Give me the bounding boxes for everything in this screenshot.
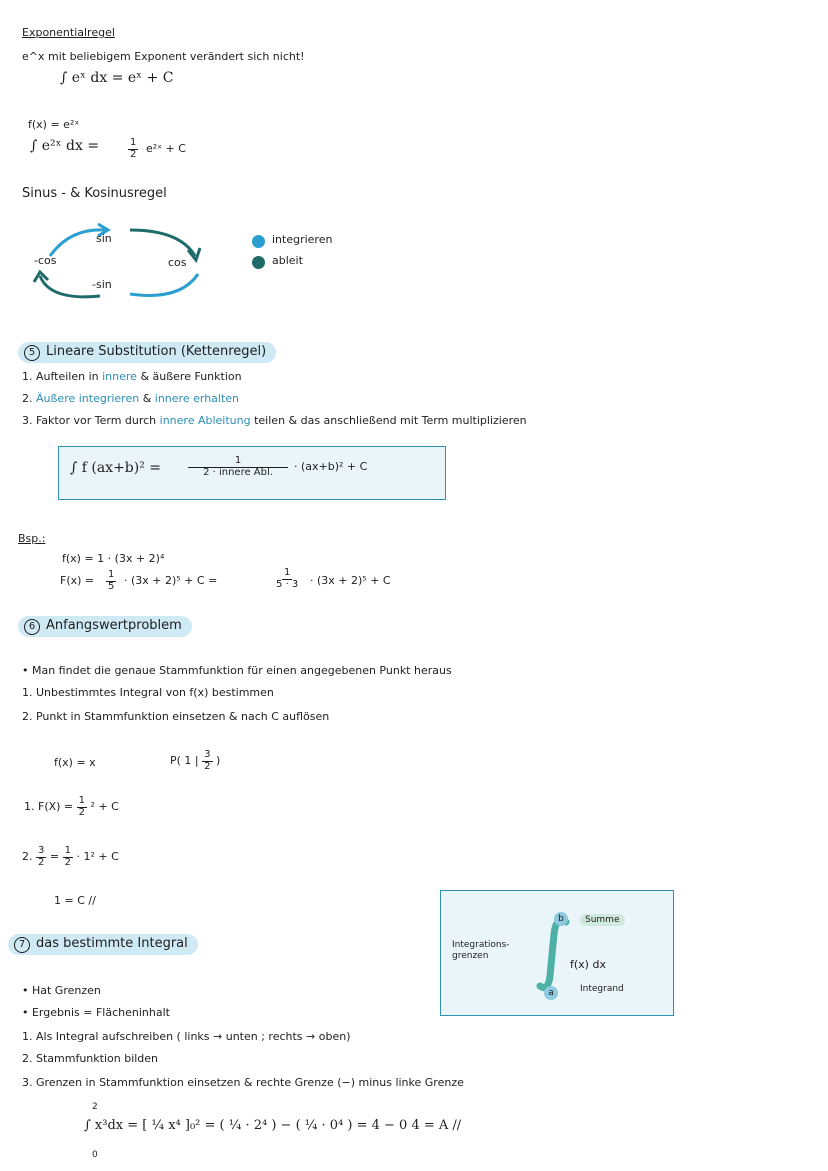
sec6-solve2 <box>22 846 119 868</box>
ex-F-mid: · (3x + 2)⁵ + C = <box>124 574 218 587</box>
sec5-number: 5 <box>24 345 40 361</box>
bsp-label: Bsp.: <box>18 532 46 545</box>
text: · 1² + C <box>76 850 119 863</box>
sec6-title: Anfangswertproblem <box>46 618 182 633</box>
frac-den: 5 · 3 <box>276 578 299 590</box>
text-inner: innere Ableitung <box>159 414 251 427</box>
sec5-formula-frac <box>190 456 286 478</box>
example-upper-limit: 2 <box>92 1102 98 1112</box>
sec5-formula-right: · (ax+b)² + C <box>294 460 368 473</box>
ex-F-frac2 <box>276 568 298 590</box>
sincos-title: Sinus - & Kosinusregel <box>22 186 167 201</box>
frac-num: 1 <box>188 456 288 468</box>
sec6-result: 1 = C // <box>54 894 96 907</box>
text: 3. Faktor vor Term durch <box>22 414 160 427</box>
sec6-f: f(x) = x <box>54 756 96 769</box>
frac-num: 1 <box>108 569 115 580</box>
legend-derive-label: ableit <box>272 254 303 267</box>
frac-den: 2 <box>64 856 71 868</box>
frac-den: 2 · innere Abl. <box>203 466 273 478</box>
sec5-step1 <box>22 370 242 383</box>
frac-den: 2 <box>38 856 45 868</box>
integral-fx: f(x) dx <box>570 958 606 971</box>
text: ² + C <box>90 800 119 813</box>
sec6-heading <box>18 616 192 637</box>
integral-upper-bound: b <box>554 912 568 926</box>
exp-integral2-frac <box>128 138 138 160</box>
example-lower-limit: 0 <box>92 1150 98 1160</box>
ex-F-frac <box>106 570 116 592</box>
sec5-step2 <box>22 392 239 405</box>
text: P( 1 | <box>170 754 199 767</box>
text: = <box>49 850 60 863</box>
exp-rule: e^x mit beliebigem Exponent verändert sich nicht! <box>22 50 305 63</box>
sec6-point <box>170 750 220 772</box>
sec7-step2: 2. Stammfunktion bilden <box>22 1052 159 1065</box>
legend-integrate-dot <box>252 235 265 248</box>
text-outer: Äußere integrieren <box>36 392 140 405</box>
frac-num: 1 <box>78 795 86 806</box>
frac-den: 2 <box>204 760 211 772</box>
frac-num: 1 <box>283 567 291 578</box>
exp-integral: ∫ eˣ dx = eˣ + C <box>60 70 174 86</box>
sec7-number: 7 <box>14 937 30 953</box>
sec5-formula-left: ∫ f (ax+b)² = <box>70 460 162 476</box>
sincos-cos: cos <box>168 256 187 269</box>
text-inner: innere <box>102 370 137 383</box>
text: & äußere Funktion <box>136 370 242 383</box>
sec7-heading <box>8 934 198 955</box>
exp-integral2-left: ∫ e²ˣ dx = <box>30 138 100 154</box>
text: ) <box>216 754 221 767</box>
sincos-neg-cos: -cos <box>34 254 57 267</box>
sec7-example: ∫ x³dx = [ ¼ x⁴ ]₀² = ( ¼ · 2⁴ ) − ( ¼ · 0⁴ ) = 4 − 0 4 = A // <box>84 1118 462 1133</box>
text: & <box>139 392 155 405</box>
frac-num: 1 <box>130 137 137 148</box>
integral-limits-label: Integrations-grenzen <box>452 940 510 961</box>
frac-den: 2 <box>130 148 137 160</box>
frac-num: 1 <box>64 845 71 856</box>
sec5-heading <box>18 342 276 363</box>
sec7-step1: 1. Als Integral aufschreiben ( links → unten ; rechts → oben) <box>22 1030 351 1043</box>
frac-den: 5 <box>108 580 115 592</box>
frac-num: 3 <box>204 749 211 760</box>
integral-integrand-label: Integrand <box>580 984 624 994</box>
sec6-step1: 1. Unbestimmtes Integral von f(x) bestimmen <box>22 686 274 699</box>
sincos-sin: sin <box>96 232 112 245</box>
sec6-step2: 2. Punkt in Stammfunktion einsetzen & nach C auflösen <box>22 710 330 723</box>
sincos-neg-sin: -sin <box>92 278 112 291</box>
legend-integrate-label: integrieren <box>272 233 333 246</box>
integral-lower-bound: a <box>544 986 558 1000</box>
sec6-bullet: • Man findet die genaue Stammfunktion für einen angegebenen Punkt heraus <box>22 664 452 677</box>
sec5-title: Lineare Substitution (Kettenregel) <box>46 344 267 359</box>
sec7-step3: 3. Grenzen in Stammfunktion einsetzen & rechte Grenze (−) minus linke Grenze <box>22 1076 464 1089</box>
text: 1. F(X) = <box>24 800 74 813</box>
text: 2. <box>22 850 33 863</box>
legend-derive-dot <box>252 256 265 269</box>
ex-F-left: F(x) = <box>60 574 95 587</box>
text: 2. <box>22 392 36 405</box>
exp-integral2-right: e²ˣ + C <box>146 142 186 155</box>
exp-f-def: f(x) = e²ˣ <box>28 118 80 131</box>
text: teilen & das anschließend mit Term multiplizieren <box>250 414 527 427</box>
ex-F-right: · (3x + 2)⁵ + C <box>310 574 391 587</box>
integral-sum-label: Summe <box>580 914 625 926</box>
sec6-solve1 <box>24 796 119 818</box>
exp-title: Exponentialregel <box>22 26 115 39</box>
sec7-bullet1: • Hat Grenzen <box>22 984 101 997</box>
frac-den: 2 <box>78 806 86 818</box>
text: 1. Aufteilen in <box>22 370 103 383</box>
frac-num: 3 <box>38 845 45 856</box>
sec7-title: das bestimmte Integral <box>36 936 188 951</box>
text-inner: innere erhalten <box>154 392 240 405</box>
sec6-number: 6 <box>24 619 40 635</box>
sec7-bullet2: • Ergebnis = Flächeninhalt <box>22 1006 170 1019</box>
ex-f: f(x) = 1 · (3x + 2)⁴ <box>62 552 165 565</box>
sec5-step3 <box>22 414 527 427</box>
